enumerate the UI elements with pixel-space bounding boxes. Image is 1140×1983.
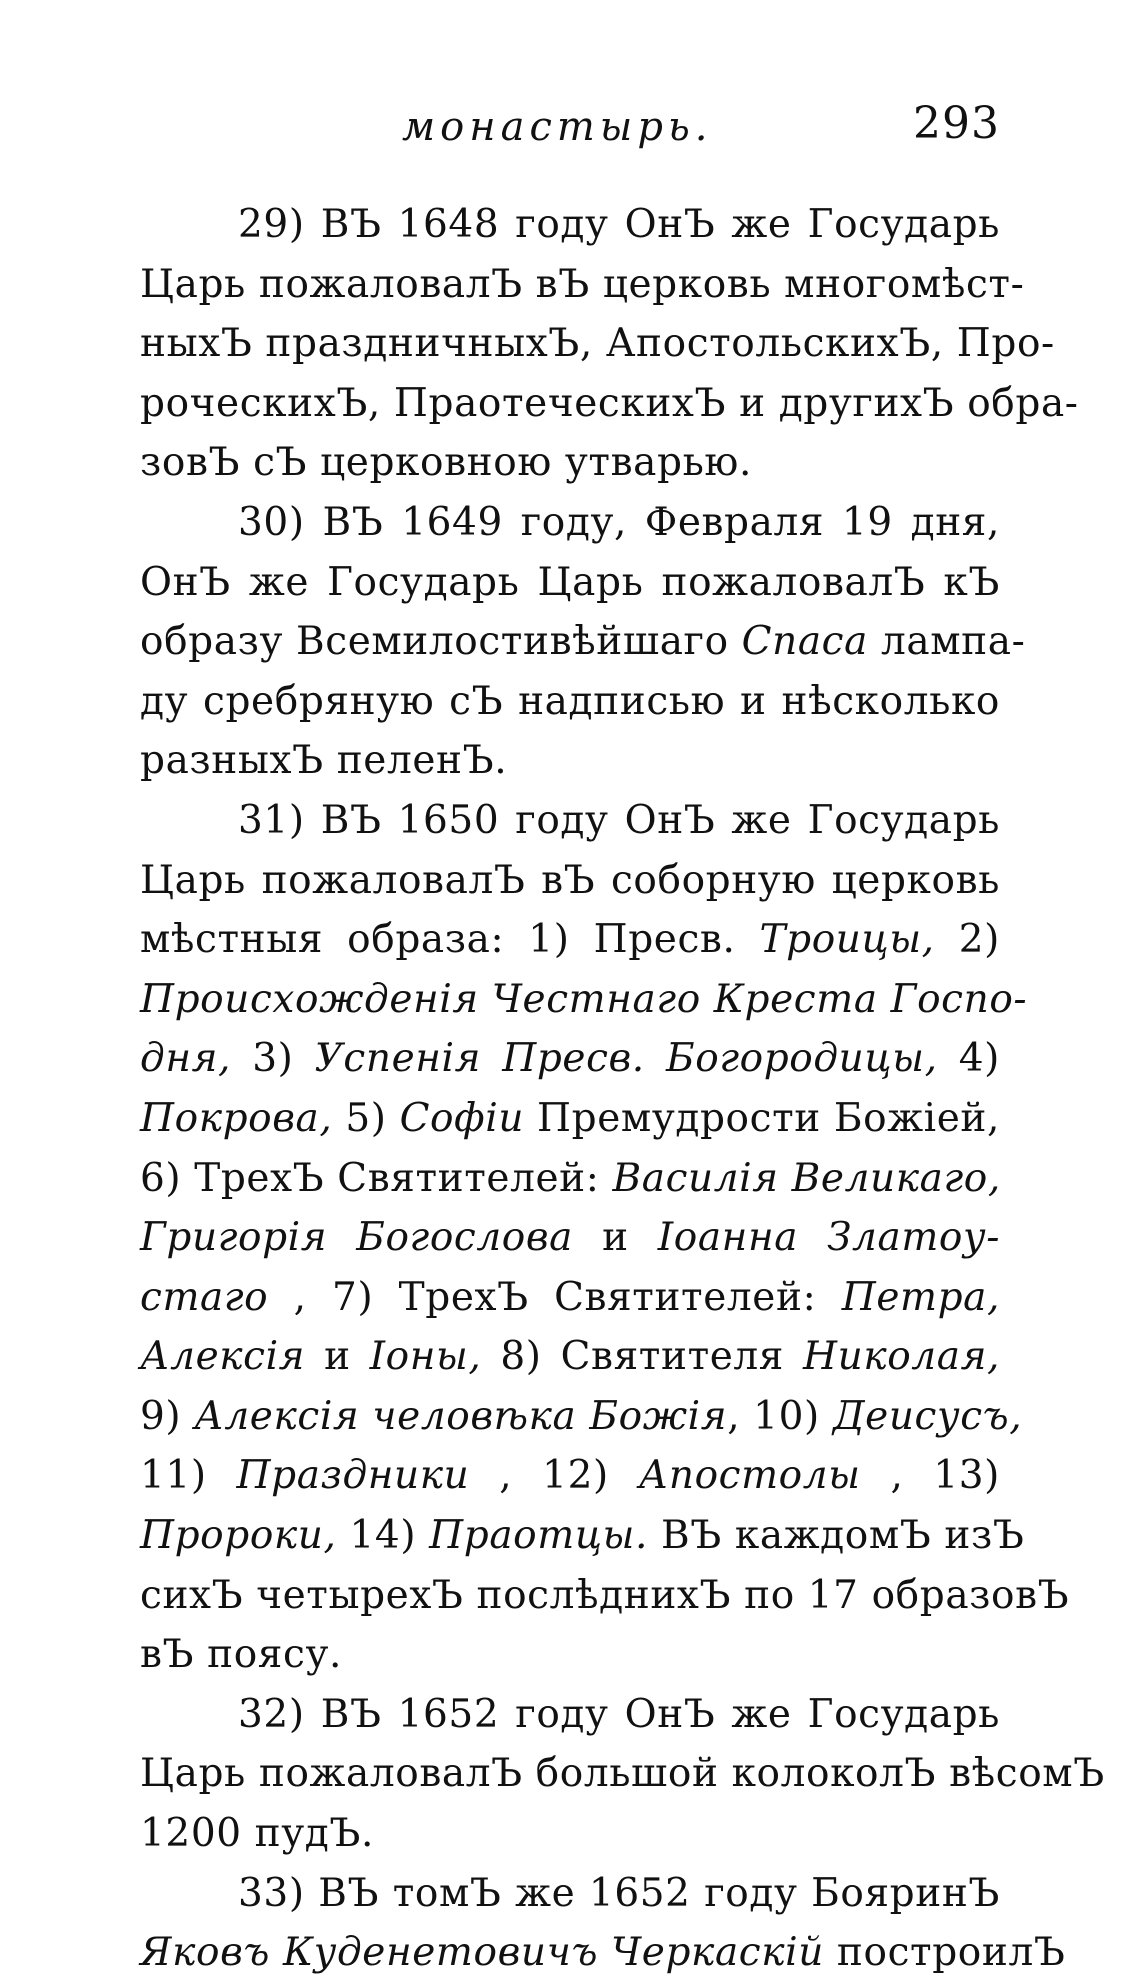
text-run: 33) ВЪ томЪ же 1652 году БояринЪ xyxy=(238,1870,1000,1916)
text-run: Царь пожаловалЪ вЪ соборную церковь xyxy=(140,857,1000,903)
text-line xyxy=(140,1149,1000,1209)
text-run: 29) ВЪ 1648 году ОнЪ же Государь xyxy=(238,202,1000,247)
paragraph xyxy=(140,493,1026,791)
text-line xyxy=(140,314,1055,374)
text-run: лампа- xyxy=(867,619,1026,665)
text-run: Премудрости Божіей, xyxy=(524,1095,1001,1141)
text-run: зовЪ сЪ церковною утварью. xyxy=(140,440,752,486)
italic-run: Покрова, xyxy=(140,1095,333,1141)
italic-run: Праотцы. xyxy=(429,1513,649,1559)
italic-run: стаго xyxy=(140,1274,269,1320)
text-run: построилЪ xyxy=(823,1930,1066,1976)
text-run: 31) ВЪ 1650 году ОнЪ же Государь xyxy=(238,797,1000,843)
text-line xyxy=(140,612,1026,672)
text-run: и xyxy=(305,1334,370,1380)
italic-run: Софіи xyxy=(399,1095,525,1141)
text-run: ду сребряную сЪ надписью и нѣсколько xyxy=(140,678,1000,724)
italic-run: Происхожденія Честнаго Креста Госпо- xyxy=(140,976,1028,1022)
text-line xyxy=(140,433,1000,493)
text-run: 3) xyxy=(231,1036,315,1082)
text-line xyxy=(140,1208,1000,1268)
text-line xyxy=(140,493,1000,553)
italic-run: Іоанна Златоу- xyxy=(657,1215,1000,1261)
text-run: 8) Святителя xyxy=(481,1334,803,1380)
italic-run: Яковъ Куденетовичъ Черкаскій xyxy=(140,1930,824,1976)
italic-run: Василія Великаго, xyxy=(612,1155,1001,1201)
italic-run: Троицы, xyxy=(759,917,935,963)
paragraph xyxy=(140,195,1079,493)
running-title: монастырь. xyxy=(402,104,713,150)
text-run: образу Всемилостивѣйшаго xyxy=(140,619,742,665)
text-run: и xyxy=(573,1215,658,1261)
text-line xyxy=(140,255,1025,315)
text-line xyxy=(140,731,1000,791)
text-run: 9) xyxy=(140,1393,195,1439)
text-line xyxy=(140,374,1079,434)
text-run: ОнЪ же Государь Царь пожаловалЪ кЪ xyxy=(140,559,1000,605)
text-run: 32) ВЪ 1652 году ОнЪ же Государь xyxy=(238,1691,1000,1737)
running-head xyxy=(140,98,1000,158)
italic-run: Петра, xyxy=(841,1274,1000,1320)
text-run: 30) ВЪ 1649 году, Февраля 19 дня, xyxy=(238,499,1000,545)
text-run: роческихЪ, ПраотеческихЪ и другихЪ обра- xyxy=(140,380,1079,426)
text-line xyxy=(140,1506,1025,1566)
text-line xyxy=(140,195,1000,255)
text-run: 6) ТрехЪ Святителей: xyxy=(140,1155,613,1201)
text-line xyxy=(140,1387,1023,1447)
paragraph xyxy=(140,1685,1105,1864)
page-number: 293 xyxy=(913,98,1000,149)
text-line xyxy=(140,1089,1000,1149)
paragraph xyxy=(140,791,1070,1685)
text-line xyxy=(140,970,1028,1030)
text-run: , 10) xyxy=(727,1393,833,1439)
text-run: Царь пожаловалЪ вЪ церковь многомѣст- xyxy=(140,261,1025,307)
text-run: вЪ поясу. xyxy=(140,1632,342,1678)
italic-run: Пророки, xyxy=(140,1513,337,1559)
italic-run: Григорія Богослова xyxy=(140,1215,574,1261)
italic-run: Спаса xyxy=(741,619,868,665)
text-line xyxy=(140,910,1000,970)
text-line xyxy=(140,1625,1000,1685)
text-run: мѣстныя образа: 1) Пресв. xyxy=(140,917,760,963)
text-line xyxy=(140,553,1000,613)
text-run: 5) xyxy=(332,1095,400,1141)
italic-run: Деисусъ, xyxy=(832,1393,1023,1439)
text-line xyxy=(140,1446,1000,1506)
text-run: Царь пожаловалЪ большой колоколЪ вѣсомЪ xyxy=(140,1751,1105,1797)
text-run: 1200 пудЪ. xyxy=(140,1811,374,1857)
italic-run: Николая, xyxy=(803,1334,1001,1380)
text-line xyxy=(140,1744,1105,1804)
text-line xyxy=(140,1864,1000,1924)
text-line xyxy=(140,1268,1000,1328)
text-run: сихЪ четырехЪ послѣднихЪ по 17 образовЪ xyxy=(140,1572,1070,1618)
text-run: разныхЪ пеленЪ. xyxy=(140,738,508,784)
text-line xyxy=(140,1923,1066,1983)
body-text xyxy=(140,195,1105,1983)
text-line xyxy=(140,1029,1000,1089)
text-line xyxy=(140,1685,1000,1745)
text-run: ВЪ каждомЪ изЪ xyxy=(648,1513,1025,1559)
italic-run: Апостолы xyxy=(638,1453,861,1499)
italic-run: Успенія Пресв. Богородицы, xyxy=(314,1036,938,1082)
italic-run: Алексія человѣка Божія xyxy=(194,1393,728,1439)
text-line xyxy=(140,791,1000,851)
text-run: 4) xyxy=(937,1036,1000,1082)
text-run: , 12) xyxy=(469,1453,639,1499)
italic-run: Праздники xyxy=(236,1453,470,1499)
text-line xyxy=(140,1566,1070,1626)
text-line xyxy=(140,672,1000,732)
paragraph xyxy=(140,1864,1066,1983)
italic-run: Алексія xyxy=(140,1334,306,1380)
text-line xyxy=(140,1327,1000,1387)
text-line xyxy=(140,1804,1000,1864)
text-line xyxy=(140,851,1000,911)
text-run: , 7) ТрехЪ Святителей: xyxy=(268,1274,842,1320)
text-run: 11) xyxy=(140,1453,237,1499)
text-run: ныхЪ праздничныхЪ, АпостольскихЪ, Про- xyxy=(140,321,1055,367)
text-run: 2) xyxy=(934,917,1000,963)
text-run: , 13) xyxy=(860,1453,1000,1499)
text-run: 14) xyxy=(336,1513,430,1559)
italic-run: дня, xyxy=(140,1036,232,1082)
italic-run: Іоны, xyxy=(369,1334,482,1380)
